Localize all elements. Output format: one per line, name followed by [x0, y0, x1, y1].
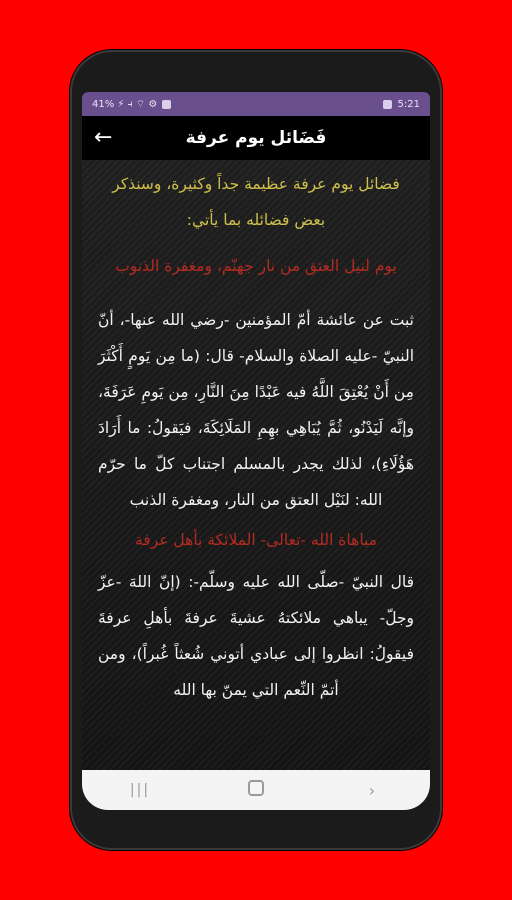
system-nav-bar: [82, 770, 430, 810]
home-button[interactable]: [226, 780, 286, 800]
home-icon: [248, 780, 264, 796]
notification-icon: [162, 100, 171, 109]
device-screen: [82, 92, 430, 810]
status-icons-right: [383, 99, 420, 110]
status-icons-left: [92, 98, 171, 111]
intro-paragraph: فضائل يوم عرفة عظيمة جداً وكثيرة، وسنذكر بعض فضائله بما يأتي:: [112, 175, 400, 229]
section-heading-2: مباهاة الله -تعالى- الملائكة بأهل عرفة: [134, 531, 378, 549]
gallery-icon: [383, 100, 392, 109]
back-arrow-icon[interactable]: ←: [94, 125, 113, 150]
app-bar: [82, 116, 430, 160]
status-time: 5:21: [397, 98, 420, 110]
section-heading-1: يوم لنيل العتق من نار جهنّم، ومغفرة الذنوب: [115, 257, 397, 275]
nav-back-icon[interactable]: ›: [368, 780, 376, 800]
status-indicators: 41% ⚡ ⫞ ⌔ ⚙: [92, 98, 158, 110]
status-bar: [82, 92, 430, 116]
page-title: فَضَائل يوم عرفة: [185, 128, 327, 148]
article-content[interactable]: [82, 160, 430, 770]
recents-icon[interactable]: |||: [129, 782, 151, 798]
section-body-2: قال النبيّ -صلّى الله عليه وسلّم-: (إنّ اللهَ -عزّ وجلّ- يباهي ملائكتهُ عشيةَ عرفةَ بأهلِ عرفةَ فيقولُ: انظروا إلى عبادي أتوني شُعثاً غُبراً)، ومن أتمّ النِّعم التي يمنّ بها الله: [98, 573, 414, 699]
section-body-1: ثبت عن عائشة أمّ المؤمنين -رضي الله عنها-، أنّ النبيّ -عليه الصلاة والسلام- قال: (ما مِن يَومٍ أَكْثَرَ مِن أَنْ يُعْتِقَ اللَّهُ فيه عَبْدًا مِنَ النَّارِ، مِن يَومِ عَرَفَةَ، وإنَّه لَيَدْنُو، ثُمَّ يُبَاهِي بهِمِ المَلَائِكَةَ، فيَقولُ: ما أَرَادَ هَؤُلَاءِ)، لذلك يجدر بالمسلم اجتناب كلّ ما حرّم الله: لنَيْل العتق من النار، ومغفرة الذنب: [98, 311, 414, 509]
